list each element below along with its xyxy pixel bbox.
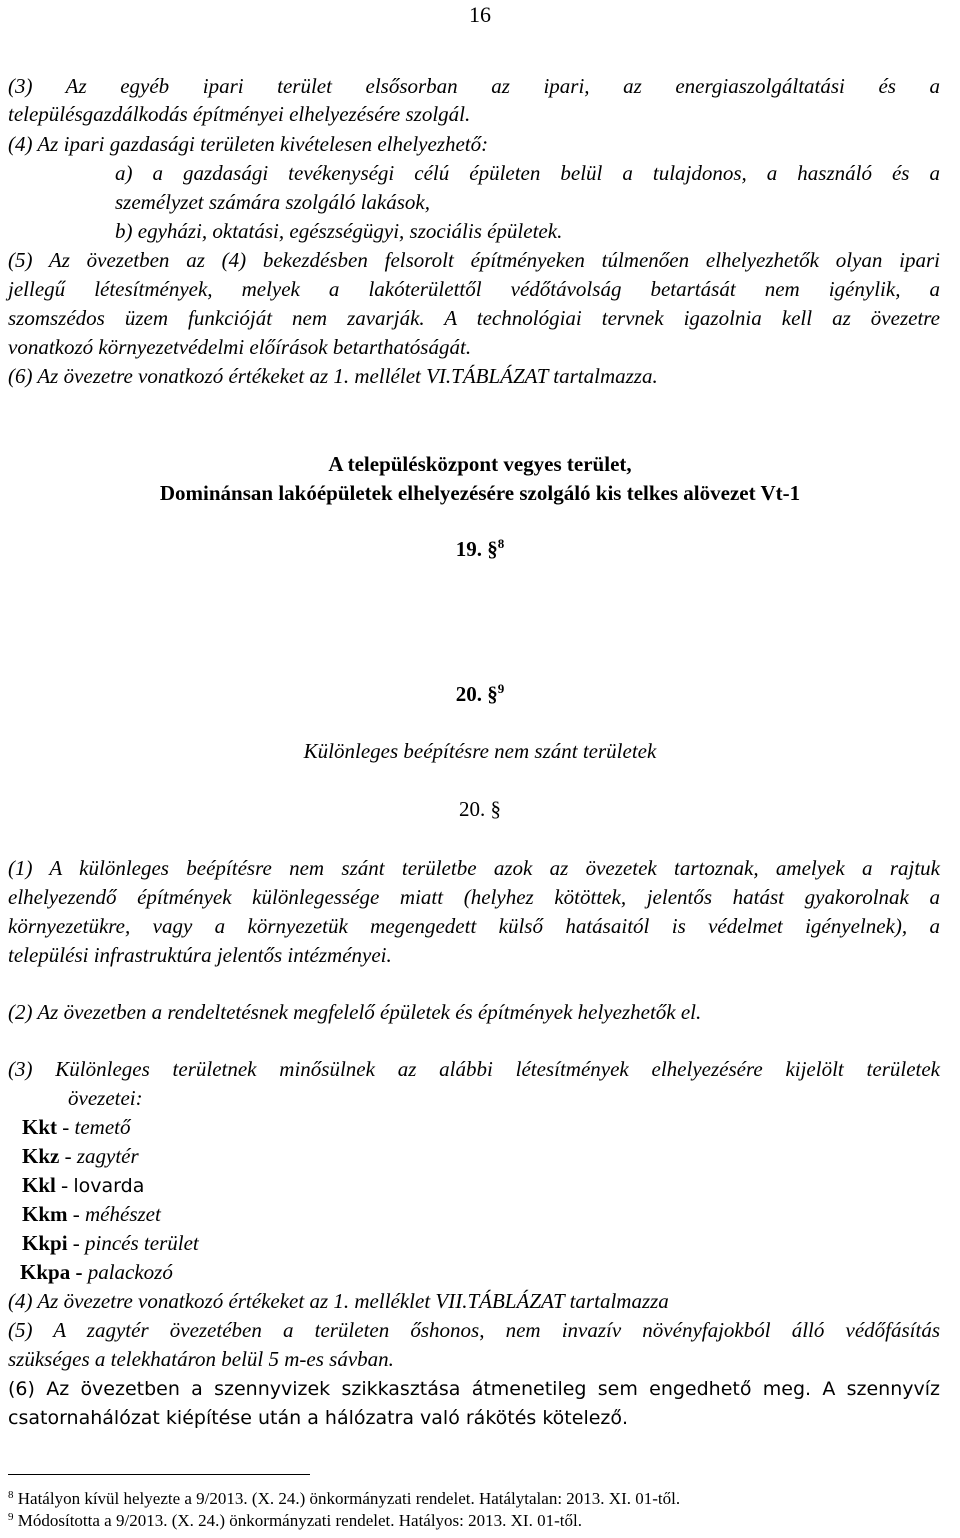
paragraph-4-line1: (4) Az ipari gazdasági területen kivételesen elhelyezhető: <box>8 132 489 156</box>
special-paragraph-6-line2: csatornahálózat kiépítése után a hálózatra való rákötés kötelező. <box>8 1407 629 1429</box>
section-20b-heading: 20. § <box>459 797 501 821</box>
special-paragraph-5-line2: szükséges a telekhatáron belül 5 m-es sávban. <box>8 1347 394 1371</box>
special-areas-subtitle: Különleges beépítésre nem szánt területek <box>303 739 657 763</box>
special-paragraph-6-line1: (6) Az övezetben a szennyvizek szikkasztása átmenetileg sem engedhető meg. A szennyvíz <box>8 1378 940 1400</box>
section-20-heading <box>0 680 960 708</box>
footnote-separator <box>8 1474 310 1475</box>
footnote-ref-8: 8 <box>497 536 505 551</box>
zone-code-item: Kkm - méhészet <box>22 1202 161 1226</box>
special-paragraph-1-line2: elhelyezendő építmények különlegessége miatt (helyhez kötöttek, jelentős hatást gyakorolnak a <box>8 885 940 909</box>
zone-code-item: Kkpi - pincés terület <box>22 1231 199 1255</box>
special-paragraph-3-line1: (3) Különleges területnek minősülnek az alábbi létesítmények elhelyezésére kijelölt területek <box>8 1057 940 1081</box>
footnote-ref-9: 9 <box>497 681 505 696</box>
zone-code-item: Kkl - lovarda <box>22 1173 145 1197</box>
paragraph-5-line4: vonatkozó környezetvédelmi előírások betarthatóságát. <box>8 335 472 359</box>
paragraph-4-item-b: b) egyházi, oktatási, egészségügyi, szociális épületek. <box>115 219 563 243</box>
paragraph-3-line2: településgazdálkodás építményei elhelyezésére szolgál. <box>8 102 471 126</box>
special-paragraph-3-line2: övezetei: <box>68 1086 143 1110</box>
zone-code-item: Kkpa - palackozó <box>20 1260 173 1284</box>
paragraph-4-item-a-line1: a) a gazdasági tevékenységi célú épületen belül a tulajdonos, a használó és a <box>115 161 940 185</box>
section-20-label: 20. § <box>455 682 498 706</box>
zone-code-item: Kkz - zagytér <box>22 1144 139 1168</box>
paragraph-6: (6) Az övezetre vonatkozó értékeket az 1. mellélet VI.TÁBLÁZAT tartalmazza. <box>8 364 658 388</box>
special-paragraph-1-line3: környezetükre, vagy a környezetük megengedett külső hatásaitól is védelmet igényelnek), a <box>8 914 940 938</box>
zone-heading-line2: Dominánsan lakóépületek elhelyezésére szolgáló kis telkes alövezet Vt-1 <box>159 481 801 505</box>
paragraph-4-item-a-line2: személyzet számára szolgáló lakások, <box>115 190 430 214</box>
special-paragraph-2: (2) Az övezetben a rendeltetésnek megfelelő épületek és építmények helyezhetők el. <box>8 1000 702 1024</box>
zone-heading-line1: A településközpont vegyes terület, <box>328 452 632 476</box>
section-19-label: 19. § <box>455 537 498 561</box>
special-paragraph-4: (4) Az övezetre vonatkozó értékeket az 1. melléklet VII.TÁBLÁZAT tartalmazza <box>8 1289 669 1313</box>
paragraph-5-line1: (5) Az övezetben az (4) bekezdésben felsorolt építményeken túlmenően elhelyezhetők olyan ipari <box>8 248 940 272</box>
zone-code-item: Kkt - temető <box>22 1115 131 1139</box>
paragraph-5-line2: jellegű létesítmények, melyek a lakóterülettől védőtávolság betartását nem igénylik, a <box>8 277 940 301</box>
special-paragraph-5-line1: (5) A zagytér övezetében a területen őshonos, nem invazív növényfajokból álló védőfásítás <box>8 1318 940 1342</box>
footnote-8: $^8$ Hatályon kívül helyezte a 9/2013. (X. 24.) önkormányzati rendelet. Hatálytalan: 2013. XI. 01-től. <box>8 1489 681 1508</box>
footnote-9: $^9$ Módosította a 9/2013. (X. 24.) önkormányzati rendelet. Hatályos: 2013. XI. 01-től. <box>8 1511 582 1530</box>
special-paragraph-1-line4: települési infrastruktúra jelentős intézményei. <box>8 943 392 967</box>
section-19-heading <box>0 535 960 563</box>
page-number: 16 <box>469 2 491 27</box>
paragraph-3-line1: (3) Az egyéb ipari terület elsősorban az ipari, az energiaszolgáltatási és a <box>8 74 940 98</box>
special-paragraph-1-line1: (1) A különleges beépítésre nem szánt területbe azok az övezetek tartoznak, amelyek a rajtuk <box>8 856 940 880</box>
paragraph-5-line3: szomszédos üzem funkcióját nem zavarják. A technológiai tervnek igazolnia kell az övezetre <box>8 306 940 330</box>
